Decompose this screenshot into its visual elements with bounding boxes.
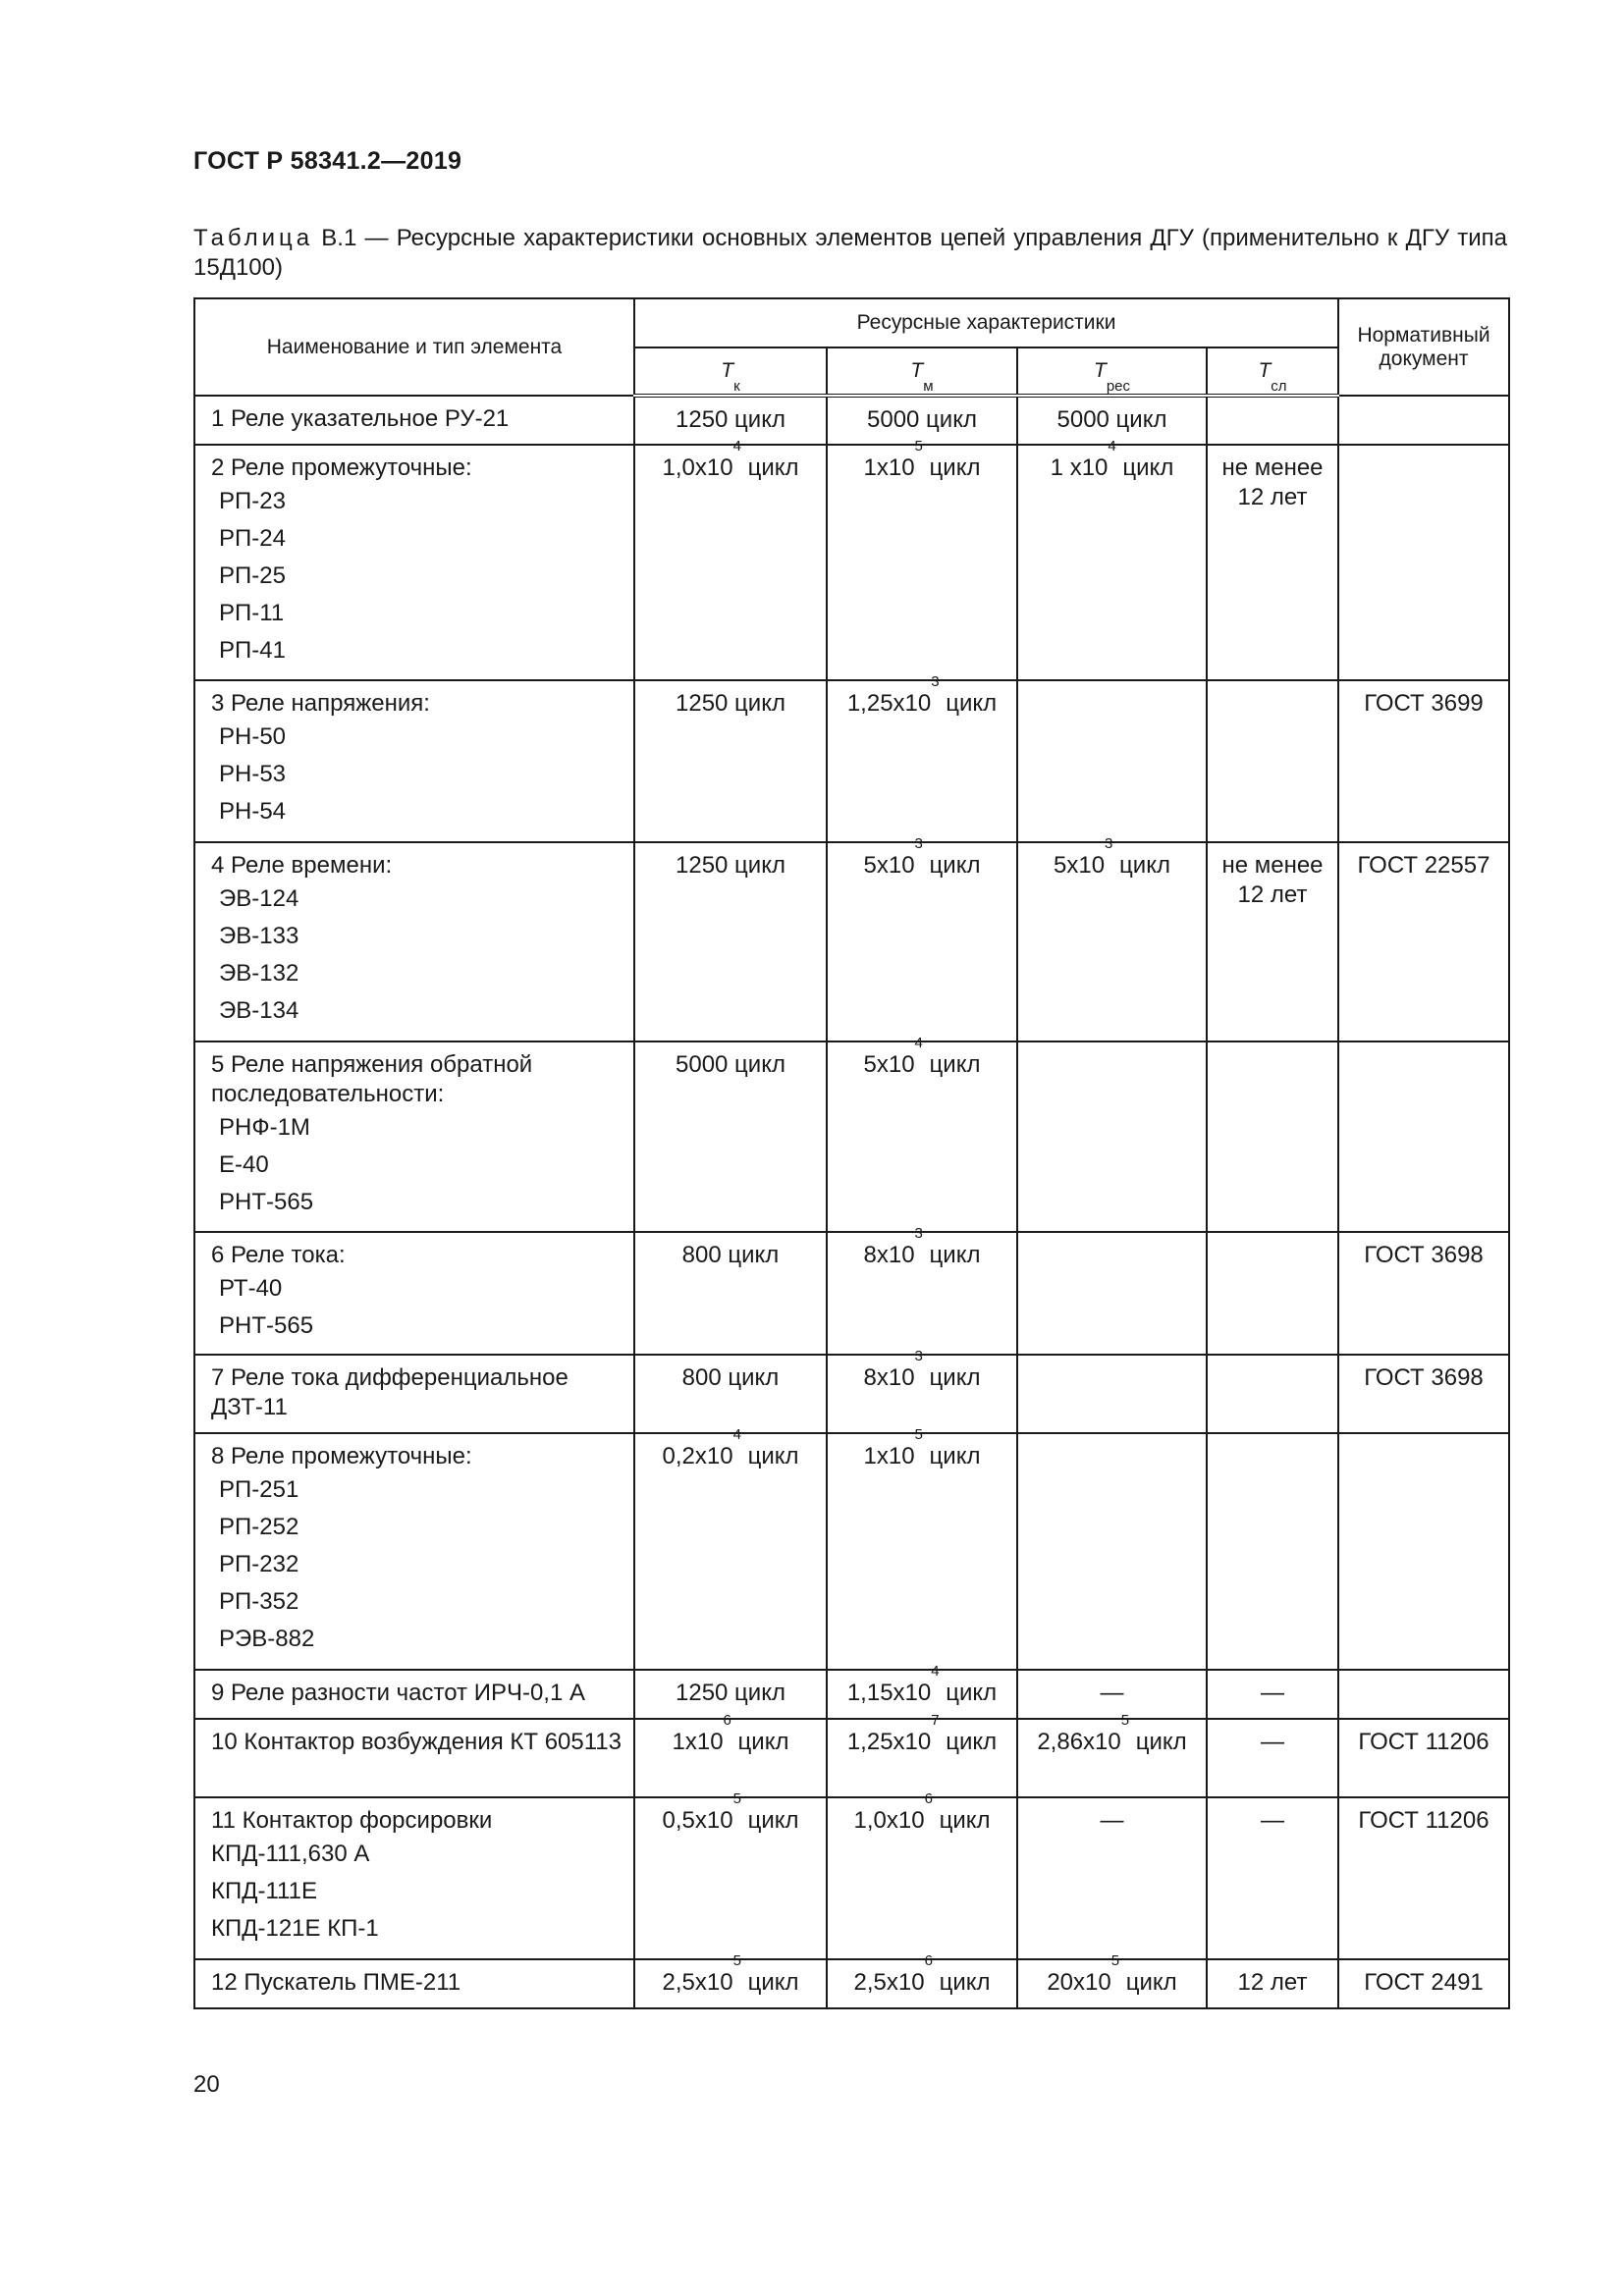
tres-mantissa: 5х10 <box>1054 852 1106 879</box>
tm-unit: цикл <box>922 1051 981 1078</box>
element-type: РП-352 <box>219 1588 299 1615</box>
tm-unit: цикл <box>922 1364 981 1391</box>
tk-mantissa: 1250 цикл <box>676 852 785 879</box>
tres-unit: цикл <box>1129 1729 1187 1755</box>
tm-mantissa: 1,15х10 <box>846 1680 932 1706</box>
tk-symbol: T <box>721 359 734 382</box>
tm-exponent: 3 <box>914 1348 923 1364</box>
tm-unit: цикл <box>922 1443 981 1469</box>
tres-cell <box>1017 1797 1207 1959</box>
tsl-cell: 12 лет <box>1207 1959 1338 2008</box>
element-name: 6 Реле тока: <box>211 1242 346 1268</box>
tsl-cell <box>1207 1433 1338 1670</box>
element-name: 10 Контактор возбуждения КТ 605113 <box>211 1729 622 1755</box>
tres-mantissa: 1 х10 <box>1050 454 1109 481</box>
element-name-cell <box>194 1959 634 2008</box>
tk-unit: цикл <box>731 1729 789 1755</box>
element-name-cell <box>194 445 634 680</box>
tm-symbol: T <box>910 359 924 382</box>
element-type: РНФ-1М <box>219 1114 310 1141</box>
tk-exponent: 4 <box>732 1426 741 1443</box>
tm-cell <box>827 1035 1017 1232</box>
tm-mantissa: 8х10 <box>863 1242 915 1268</box>
tk-mantissa: 2,5х10 <box>662 1969 733 1996</box>
table-caption <box>193 224 1507 283</box>
tm-mantissa: 5000 цикл <box>867 406 977 433</box>
table-row <box>194 1433 1509 1670</box>
tm-cell <box>827 1225 1017 1355</box>
tsl-cell <box>1207 1041 1338 1232</box>
table-row <box>194 1670 1509 1719</box>
tsl-cell <box>1207 396 1338 445</box>
tres-cell <box>1017 835 1207 1041</box>
element-type: РП-232 <box>219 1551 299 1577</box>
tk-unit: цикл <box>740 1443 799 1469</box>
tm-mantissa: 1,25х10 <box>846 690 932 717</box>
tm-cell <box>827 835 1017 1041</box>
tm-unit: цикл <box>939 1680 998 1706</box>
tk-cell <box>634 1790 827 1959</box>
tsl-cell <box>1207 680 1338 842</box>
tk-unit: цикл <box>740 1969 799 1996</box>
tres-mantissa: 20х10 <box>1047 1969 1111 1996</box>
tsl-cell: не менее 12 лет <box>1207 842 1338 1041</box>
tm-exponent: 4 <box>914 1035 923 1051</box>
tm-unit: цикл <box>922 1242 981 1268</box>
element-type: РП-23 <box>219 488 286 514</box>
element-type: РТ-40 <box>219 1275 283 1302</box>
table-row <box>194 396 1509 445</box>
tk-exponent: 4 <box>732 438 741 454</box>
element-type: РН-54 <box>219 798 287 825</box>
tk-cell <box>634 1355 827 1433</box>
tres-mantissa: 2,86х10 <box>1037 1729 1121 1755</box>
tk-cell <box>634 680 827 842</box>
norm-doc-cell <box>1338 445 1509 680</box>
tk-cell <box>634 1041 827 1232</box>
tres-exponent: 4 <box>1108 438 1116 454</box>
tres-cell <box>1017 1232 1207 1355</box>
table-row <box>194 1041 1509 1232</box>
element-name-cell <box>194 1670 634 1719</box>
element-type: РП-24 <box>219 525 286 552</box>
element-name: 8 Реле промежуточные: <box>211 1443 472 1469</box>
tsl-cell <box>1207 1355 1338 1433</box>
tm-exponent: 6 <box>924 1790 933 1807</box>
element-name: 3 Реле напряжения: <box>211 690 430 717</box>
tk-mantissa: 800 цикл <box>681 1242 780 1268</box>
tm-mantissa: 1,0х10 <box>853 1807 925 1834</box>
element-type: ЭВ-124 <box>219 885 299 912</box>
header-tk <box>634 347 827 396</box>
element-name: 12 Пускатель ПМЕ-211 <box>211 1969 461 1996</box>
tm-exponent: 5 <box>914 1426 923 1443</box>
tsl-subscript: сл <box>1271 378 1287 395</box>
tres-mantissa: 5000 цикл <box>1056 406 1167 433</box>
tres-cell <box>1017 1952 1207 2008</box>
tk-cell <box>634 396 827 445</box>
header-resource-group: Ресурсные характеристики <box>634 298 1338 347</box>
element-name: 5 Реле напряжения обратной последовательности: <box>211 1051 533 1107</box>
element-name: 4 Реле времени: <box>211 852 393 879</box>
tm-mantissa: 5х10 <box>863 852 915 879</box>
tk-unit: цикл <box>740 454 799 481</box>
table-row <box>194 1355 1509 1433</box>
element-type: ЭВ-134 <box>219 997 299 1024</box>
tm-unit: цикл <box>939 1729 998 1755</box>
header-name-col: Наименование и тип элемента <box>194 298 634 396</box>
element-name-cell <box>194 1355 634 1433</box>
tm-unit: цикл <box>932 1969 991 1996</box>
table-body <box>194 396 1509 2008</box>
tm-cell <box>827 1790 1017 1959</box>
tsl-symbol: T <box>1258 359 1272 382</box>
element-type: ЭВ-133 <box>219 923 299 949</box>
header-tsl <box>1207 347 1338 396</box>
tres-unit: цикл <box>1115 454 1174 481</box>
tres-mantissa: — <box>1100 1807 1124 1834</box>
tk-mantissa: 1250 цикл <box>676 690 785 717</box>
tm-mantissa: 8х10 <box>863 1364 915 1391</box>
element-type: РНТ-565 <box>219 1312 314 1339</box>
norm-doc-cell: ГОСТ 3698 <box>1338 1232 1509 1355</box>
element-name-cell <box>194 1433 634 1670</box>
tm-exponent: 3 <box>914 1225 923 1242</box>
element-type: РП-41 <box>219 637 286 664</box>
norm-doc-cell: ГОСТ 11206 <box>1338 1719 1509 1797</box>
tm-mantissa: 2,5х10 <box>853 1969 925 1996</box>
tk-cell <box>634 1712 827 1797</box>
element-name: 2 Реле промежуточные: <box>211 454 472 481</box>
element-type: КПД-111Е <box>211 1878 317 1904</box>
tk-unit: цикл <box>740 1807 799 1834</box>
table-row <box>194 445 1509 680</box>
element-type: РНТ-565 <box>219 1189 314 1215</box>
tm-unit: цикл <box>922 852 981 879</box>
tm-exponent: 5 <box>914 438 923 454</box>
tres-cell <box>1017 1433 1207 1670</box>
tm-mantissa: 5х10 <box>863 1051 915 1078</box>
tk-cell <box>634 842 827 1041</box>
tsl-cell: не менее 12 лет <box>1207 445 1338 680</box>
element-name-cell <box>194 1041 634 1232</box>
norm-doc-cell <box>1338 1670 1509 1719</box>
tm-cell <box>827 1663 1017 1719</box>
tres-mantissa: — <box>1100 1680 1124 1706</box>
tm-exponent: 3 <box>914 835 923 852</box>
element-name-cell <box>194 396 634 445</box>
tk-mantissa: 5000 цикл <box>676 1051 785 1078</box>
tm-exponent: 6 <box>924 1952 933 1969</box>
tk-mantissa: 1,0х10 <box>662 454 733 481</box>
tk-exponent: 5 <box>732 1952 741 1969</box>
norm-doc-cell <box>1338 1041 1509 1232</box>
tm-cell <box>827 1952 1017 2008</box>
caption-label: Таблица <box>193 225 314 251</box>
norm-doc-cell <box>1338 1433 1509 1670</box>
tm-cell <box>827 1712 1017 1797</box>
element-type: РН-53 <box>219 761 287 787</box>
tres-exponent: 5 <box>1110 1952 1120 1969</box>
norm-doc-cell <box>1338 396 1509 445</box>
tres-unit: цикл <box>1112 852 1170 879</box>
tres-symbol: T <box>1093 359 1107 382</box>
header-tm <box>827 347 1017 396</box>
element-type: РП-251 <box>219 1476 299 1503</box>
element-name-cell <box>194 1232 634 1355</box>
table-row <box>194 1719 1509 1797</box>
element-type: РП-25 <box>219 562 286 589</box>
tm-unit: цикл <box>922 454 981 481</box>
tsl-cell: — <box>1207 1719 1338 1797</box>
tsl-cell <box>1207 1232 1338 1355</box>
tk-exponent: 6 <box>723 1712 731 1729</box>
element-type: РП-252 <box>219 1514 299 1540</box>
tk-mantissa: 1х10 <box>672 1729 724 1755</box>
tk-cell <box>634 1952 827 2008</box>
page-number: 20 <box>193 2071 220 2098</box>
tres-cell <box>1017 1041 1207 1232</box>
header-tres <box>1017 347 1207 396</box>
tm-exponent: 7 <box>931 1712 940 1729</box>
tres-subscript: рес <box>1106 378 1130 395</box>
tm-unit: цикл <box>939 690 998 717</box>
element-type: РЭВ-882 <box>219 1626 315 1652</box>
element-type: ЭВ-132 <box>219 960 299 987</box>
element-name: 7 Реле тока дифференциальное ДЗТ-11 <box>211 1364 568 1420</box>
element-type: РП-11 <box>219 600 285 626</box>
norm-doc-cell: ГОСТ 3699 <box>1338 680 1509 842</box>
element-name-cell <box>194 842 634 1041</box>
tk-cell <box>634 1232 827 1355</box>
tm-subscript: м <box>923 378 934 395</box>
norm-doc-cell: ГОСТ 22557 <box>1338 842 1509 1041</box>
tres-cell <box>1017 1355 1207 1433</box>
tsl-cell: — <box>1207 1797 1338 1959</box>
element-type: КПД-111,630 А <box>211 1841 370 1867</box>
norm-doc-cell: ГОСТ 11206 <box>1338 1797 1509 1959</box>
caption-text: В.1 — Ресурсные характеристики основных элементов цепей управления ДГУ (применительно к ДГУ типа 15Д100) <box>193 225 1507 281</box>
table-row <box>194 1232 1509 1355</box>
header-norm-doc: Нормативный документ <box>1338 298 1509 396</box>
tk-mantissa: 0,5х10 <box>662 1807 733 1834</box>
tm-unit: цикл <box>932 1807 991 1834</box>
element-type: КПД-121Е КП-1 <box>211 1915 379 1942</box>
tm-mantissa: 1х10 <box>863 454 915 481</box>
tres-cell <box>1017 438 1207 680</box>
tm-exponent: 4 <box>931 1663 940 1680</box>
resource-table <box>193 297 1510 2009</box>
tres-exponent: 3 <box>1105 835 1113 852</box>
tres-unit: цикл <box>1119 1969 1177 1996</box>
element-type: Е-40 <box>219 1151 269 1178</box>
tk-cell <box>634 438 827 680</box>
tk-cell <box>634 1426 827 1670</box>
element-name: 9 Реле разности частот ИРЧ-0,1 А <box>211 1680 585 1706</box>
tm-exponent: 3 <box>931 673 940 690</box>
tm-cell <box>827 438 1017 680</box>
tk-mantissa: 1250 цикл <box>676 1680 785 1706</box>
element-name: 1 Реле указательное РУ-21 <box>211 405 510 432</box>
tm-cell <box>827 673 1017 842</box>
norm-doc-cell: ГОСТ 3698 <box>1338 1355 1509 1433</box>
element-name: 11 Контактор форсировки <box>211 1807 493 1834</box>
tk-mantissa: 0,2х10 <box>662 1443 733 1469</box>
element-name-cell <box>194 680 634 842</box>
table-row <box>194 680 1509 842</box>
tres-cell <box>1017 1670 1207 1719</box>
tm-mantissa: 1,25х10 <box>846 1729 932 1755</box>
table-row <box>194 1797 1509 1959</box>
table-row <box>194 1959 1509 2008</box>
tk-exponent: 5 <box>732 1790 741 1807</box>
tres-cell <box>1017 1712 1207 1797</box>
element-name-cell <box>194 1719 634 1797</box>
element-name-cell <box>194 1797 634 1959</box>
table-row <box>194 842 1509 1041</box>
tm-cell <box>827 1348 1017 1433</box>
tk-mantissa: 1250 цикл <box>676 406 785 433</box>
tm-cell <box>827 1426 1017 1670</box>
document-header: ГОСТ Р 58341.2—2019 <box>193 147 462 175</box>
tres-cell <box>1017 680 1207 842</box>
norm-doc-cell: ГОСТ 2491 <box>1338 1959 1509 2008</box>
tk-mantissa: 800 цикл <box>681 1364 780 1391</box>
element-type: РН-50 <box>219 723 287 750</box>
tsl-cell: — <box>1207 1670 1338 1719</box>
tm-mantissa: 1х10 <box>863 1443 915 1469</box>
tres-exponent: 5 <box>1120 1712 1130 1729</box>
tk-subscript: к <box>733 378 740 395</box>
